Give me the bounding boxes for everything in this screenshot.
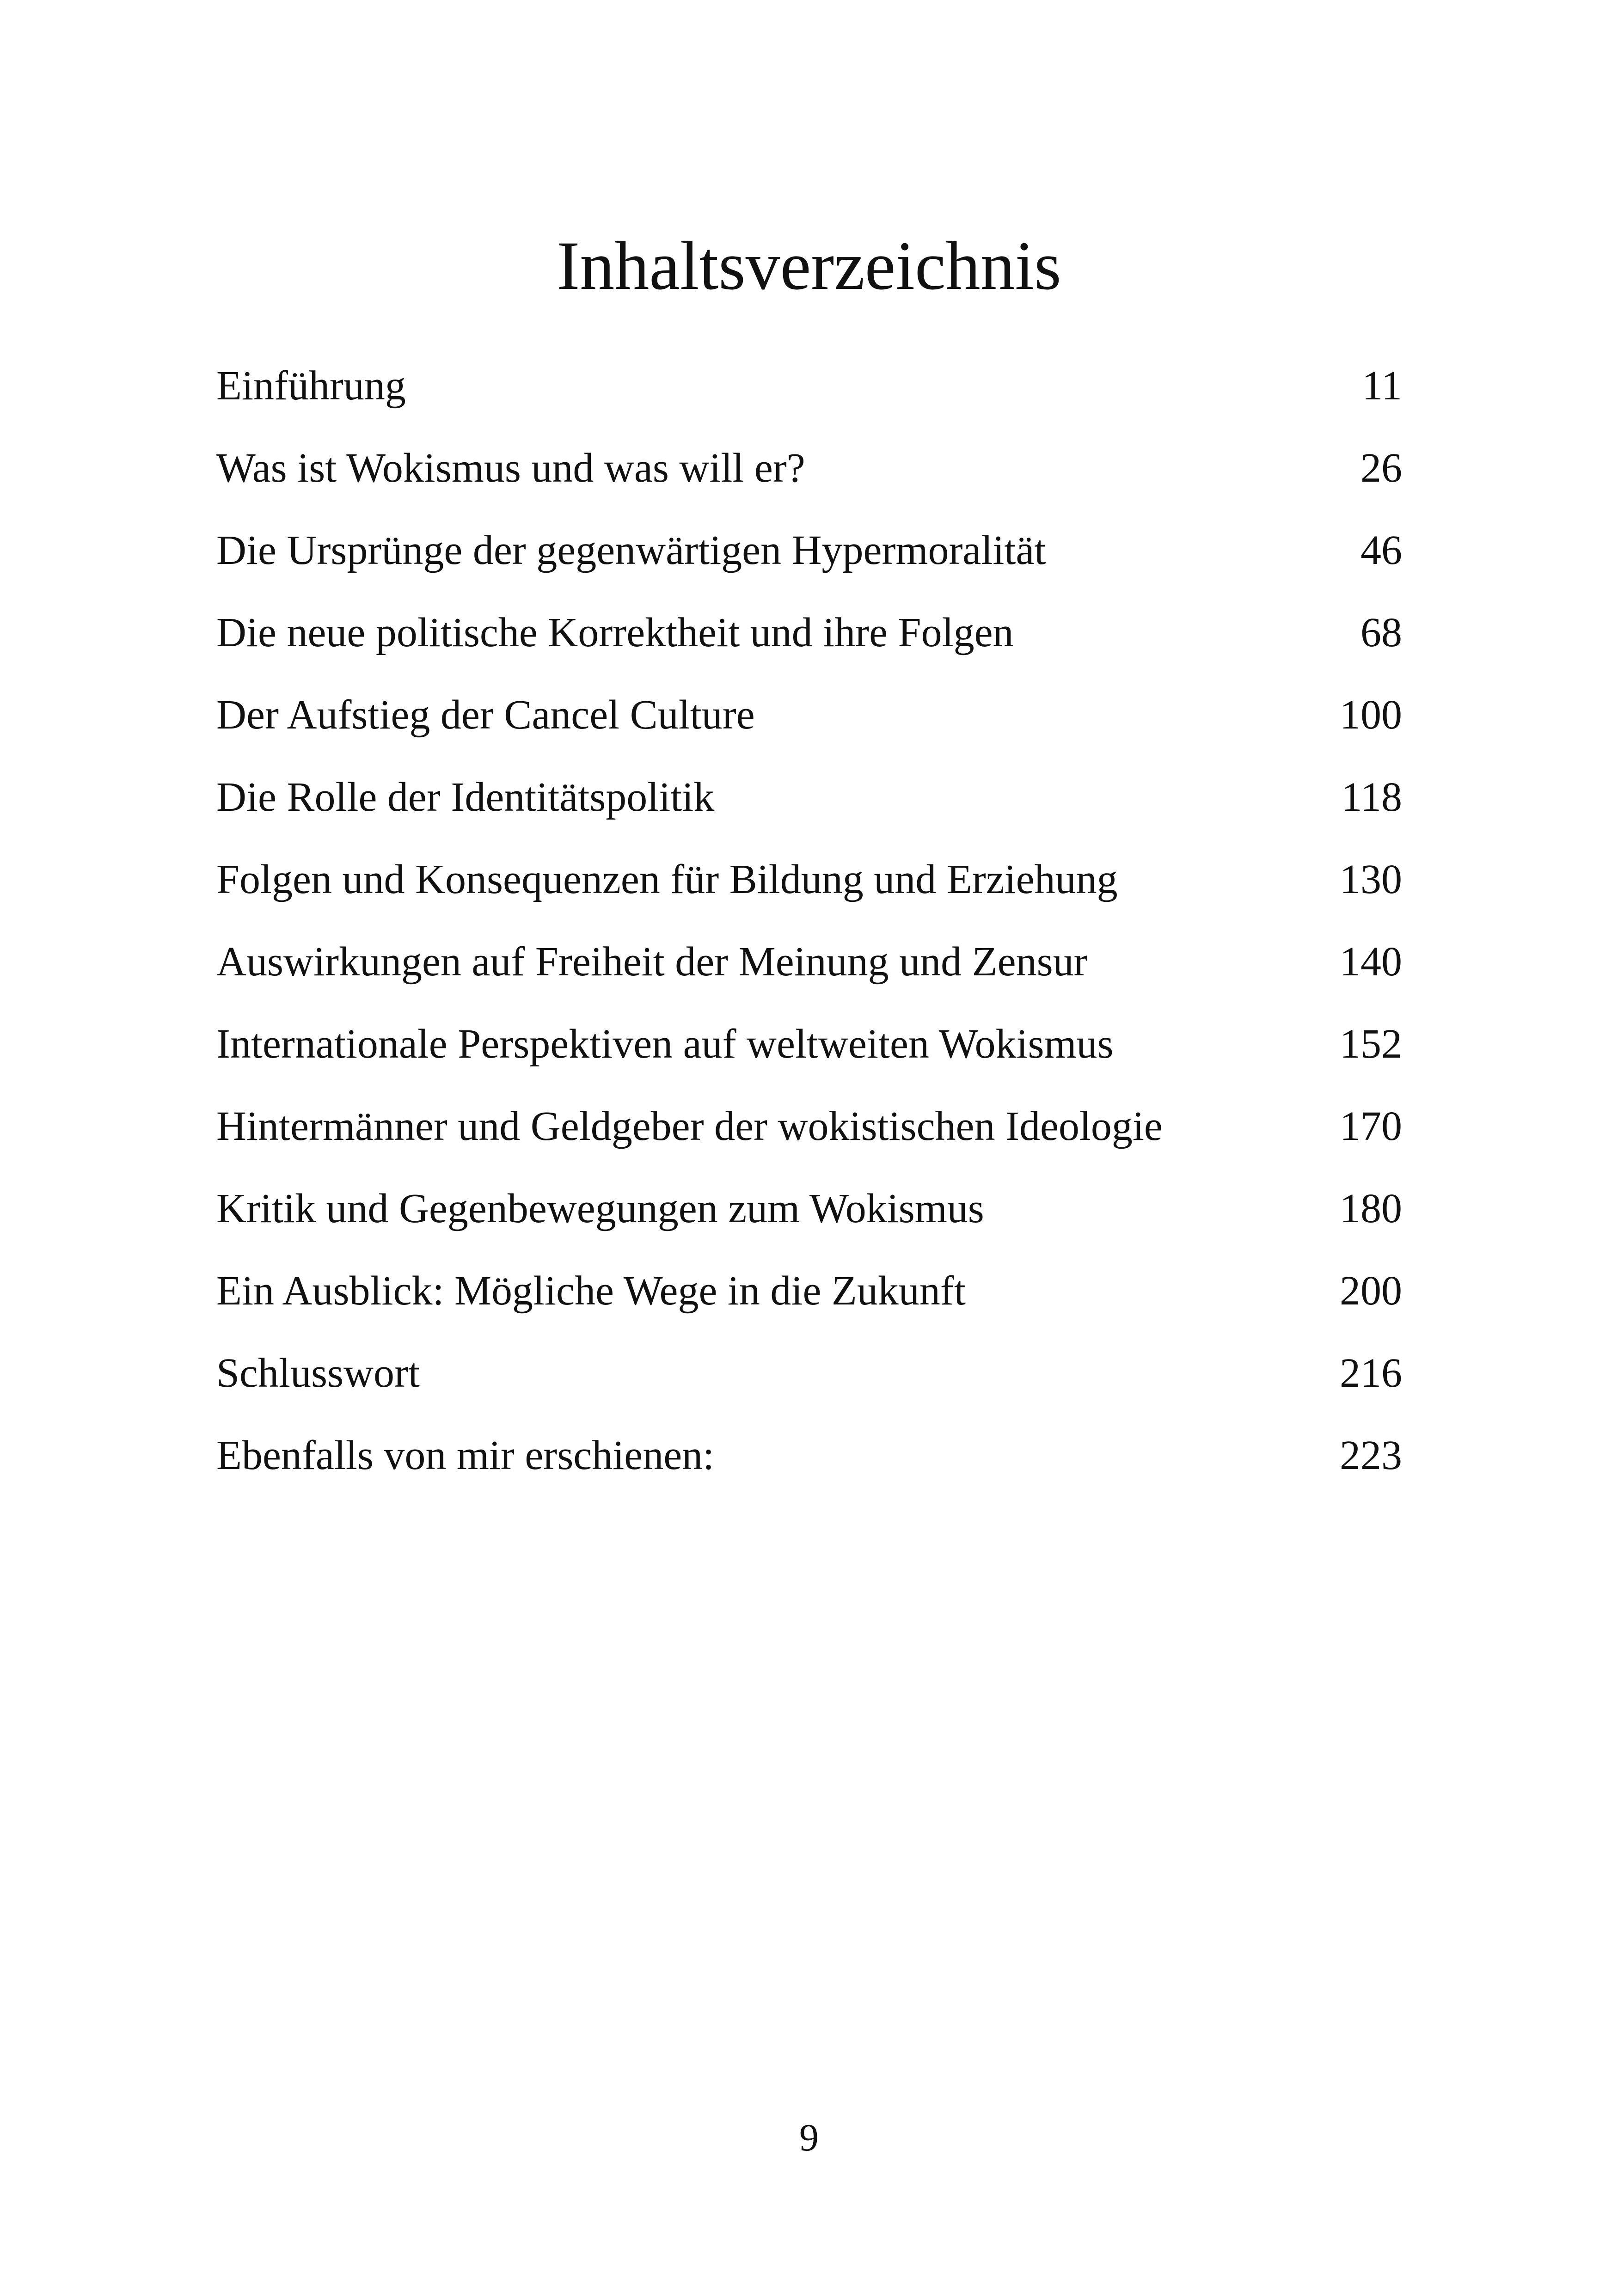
toc-entry-page: 68: [1361, 610, 1402, 655]
toc-entry-label: Ein Ausblick: Mögliche Wege in die Zukunft: [216, 1268, 966, 1314]
page-number: 9: [799, 2116, 819, 2159]
toc-entry-page: 118: [1341, 774, 1402, 820]
toc-entry-page: 152: [1340, 1021, 1402, 1067]
toc-entry-page: 130: [1340, 857, 1402, 902]
toc-entry-page: 200: [1340, 1268, 1402, 1314]
toc-entry-page: 11: [1362, 363, 1402, 409]
toc-entry: [216, 1014, 1402, 1096]
toc-entry-label: Hintermänner und Geldgeber der wokistischen Ideologie: [216, 1103, 1163, 1149]
toc-entry: [216, 520, 1402, 603]
toc-entry: [216, 1426, 1402, 1508]
toc-entry-page: 100: [1340, 692, 1402, 738]
toc-entry: [216, 685, 1402, 767]
toc-entry: [216, 438, 1402, 520]
toc-entry: [216, 1096, 1402, 1179]
toc-entry-page: 46: [1361, 527, 1402, 573]
toc-entry: [216, 932, 1402, 1014]
toc-entry-label: Ebenfalls von mir erschienen:: [216, 1433, 715, 1478]
toc-entry: [216, 850, 1402, 932]
toc-entry: [216, 356, 1402, 438]
toc-entry-label: Kritik und Gegenbewegungen zum Wokismus: [216, 1186, 984, 1231]
toc-entry-page: 180: [1340, 1186, 1402, 1231]
toc-title: Inhaltsverzeichnis: [557, 227, 1061, 304]
toc-entry-label: Der Aufstieg der Cancel Culture: [216, 692, 755, 738]
toc-entry-label: Was ist Wokismus und was will er?: [216, 445, 805, 491]
toc-entry-label: Die Ursprünge der gegenwärtigen Hypermoralität: [216, 527, 1046, 573]
toc-entry: [216, 1343, 1402, 1426]
toc-entry-page: 140: [1340, 939, 1402, 985]
toc-entry: [216, 1261, 1402, 1343]
toc-entry: [216, 1179, 1402, 1261]
toc-entry-label: Folgen und Konsequenzen für Bildung und Erziehung: [216, 857, 1118, 902]
toc-entry-page: 26: [1361, 445, 1402, 491]
toc-entry-label: Die Rolle der Identitätspolitik: [216, 774, 715, 820]
toc-list: [216, 356, 1402, 1508]
toc-entry-label: Einführung: [216, 363, 406, 409]
toc-entry-label: Internationale Perspektiven auf weltweiten Wokismus: [216, 1021, 1114, 1067]
toc-entry-label: Die neue politische Korrektheit und ihre Folgen: [216, 610, 1014, 655]
toc-entry: [216, 603, 1402, 685]
toc-entry-label: Auswirkungen auf Freiheit der Meinung und Zensur: [216, 939, 1088, 985]
toc-entry-label: Schlusswort: [216, 1350, 420, 1396]
toc-entry-page: 223: [1340, 1433, 1402, 1478]
toc-entry-page: 216: [1340, 1350, 1402, 1396]
toc-entry-page: 170: [1340, 1103, 1402, 1149]
toc-entry: [216, 767, 1402, 850]
